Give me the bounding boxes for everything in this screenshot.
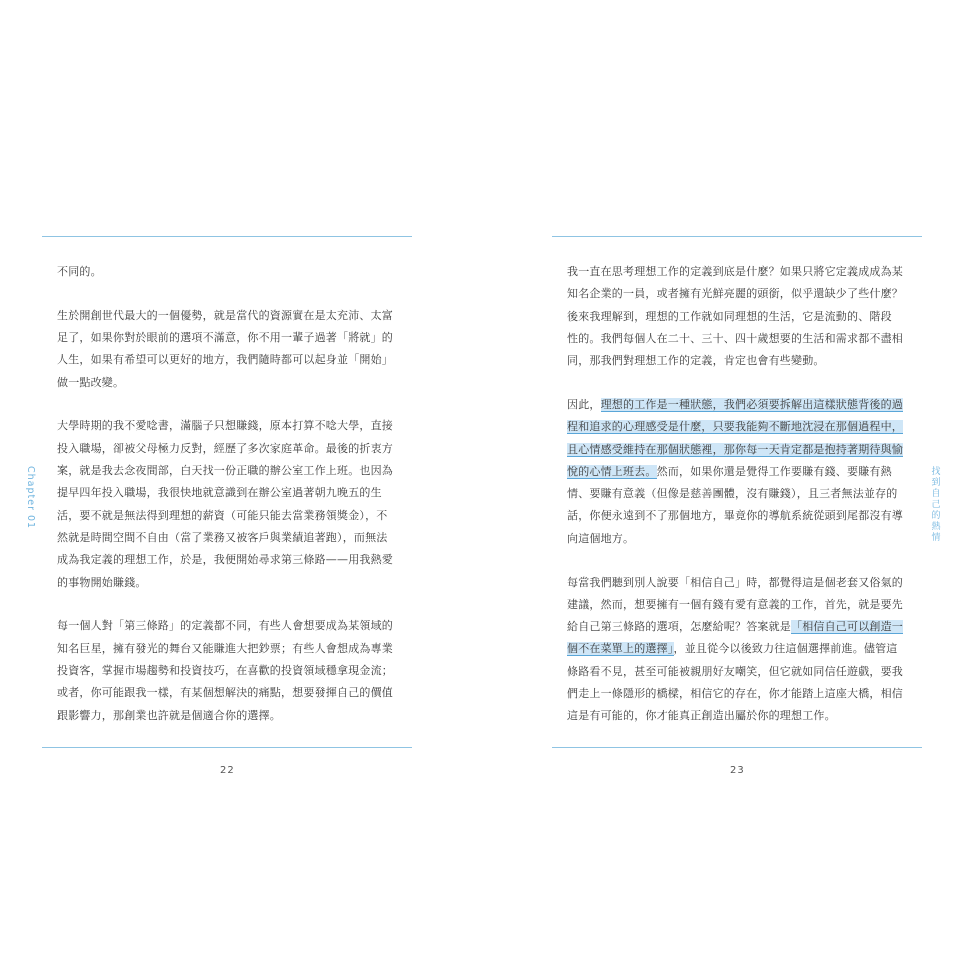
text-line: 話，你便永遠到不了那個地方，畢竟你的導航系統從頭到尾都沒有導	[567, 509, 903, 523]
text-line	[567, 461, 912, 483]
text-line: 跟影響力，那創業也許就是個適合你的選擇。	[57, 708, 281, 722]
paragraph	[567, 572, 912, 728]
text-line: 提早四年投入職場，我很快地就意識到在辦公室過著朝九晚五的生	[57, 486, 382, 500]
text-line: 案，就是我去念夜間部，白天找一份正職的辦公室工作上班。也因為	[57, 464, 393, 478]
text-line: 的事物開始賺錢。	[57, 575, 147, 589]
side-label-char: 己	[931, 500, 941, 510]
text-line: 建議，然而，想要擁有一個有錢有愛有意義的工作，首先，就是要先	[567, 597, 903, 611]
text-segment: 因此，	[567, 397, 601, 411]
text-line: 不同的。	[57, 265, 102, 278]
side-label-char: 到	[931, 478, 941, 488]
paragraph	[57, 415, 402, 593]
text-line: 性的。我們每個人在二十、三十、四十歲想要的生活和需求都不盡相	[567, 331, 903, 345]
page-number: 23	[730, 765, 745, 776]
text-line	[567, 616, 912, 638]
top-rule	[42, 236, 412, 237]
text-line: 們走上一條隱形的橋樑，相信它的存在，你才能踏上這座大橋，相信	[567, 687, 903, 701]
text-line: 投入職場，卻被父母極力反對，經歷了多次家庭革命。最後的折衷方	[57, 441, 393, 455]
page-number: 22	[220, 765, 235, 776]
text-line: 或者，你可能跟我一樣，有某個想解決的痛點，想要發揮自己的價值	[57, 686, 393, 700]
text-line: 成為我定義的理想工作，於是，我便開始尋求第三條路——用我熱愛	[57, 553, 393, 567]
side-label-char: 找	[931, 467, 941, 477]
top-rule	[552, 236, 922, 237]
side-label-char: 情	[931, 533, 941, 543]
text-segment: 給自己第三條路的選項，怎麼給呢？答案就是	[567, 620, 791, 634]
text-line: 足了，如果你對於眼前的選項不滿意，你不用一輩子過著「將就」的	[57, 331, 393, 345]
text-line: 每一個人對「第三條路」的定義都不同，有些人會想要成為某領域的	[57, 619, 393, 633]
highlighted-text: 且心情感受維持在那個狀態裡，那你每一天肯定都是抱持著期待與愉	[567, 442, 903, 456]
text-line: 知名企業的一員，或者擁有光鮮亮麗的頭銜，似乎還缺少了些什麼？	[567, 287, 903, 301]
left-body-text	[57, 261, 402, 748]
paragraph	[567, 394, 912, 550]
side-label-char: 熱	[931, 522, 941, 532]
text-line: 做一點改變。	[57, 375, 125, 389]
right-body-text	[567, 261, 912, 749]
text-line: 然就是時間空間不自由（當了業務又被客戶與業績追著跑），而無法	[57, 530, 388, 544]
text-line: 這是有可能的，你才能真正創造出屬於你的理想工作。	[567, 709, 836, 723]
text-line: 人生，如果有希望可以更好的地方，我們隨時都可以起身並「開始」	[57, 353, 393, 367]
paragraph	[57, 261, 402, 283]
text-line: 大學時期的我不愛唸書，滿腦子只想賺錢，原本打算不唸大學，直接	[57, 419, 393, 433]
paragraph	[567, 261, 912, 372]
text-line: 知名巨星，擁有發光的舞台又能賺進大把鈔票；有些人會想成為專業	[57, 641, 393, 655]
text-line: 同，那我們對理想工作的定義，肯定也會有些變動。	[567, 354, 825, 368]
side-label-char: 的	[931, 511, 941, 521]
highlighted-text: 程和追求的心理感受是什麼，只要我能夠不斷地沈浸在那個過程中，	[567, 420, 903, 434]
text-segment: ，並且從今以後致力往這個選擇前進。儘管這	[673, 642, 898, 656]
chapter-side-label: Chapter 01	[25, 466, 36, 530]
bottom-rule	[42, 747, 412, 748]
text-line	[567, 439, 912, 461]
text-line: 條路看不見，甚至可能被親朋好友嘲笑，但它就如同信任遊戲，要我	[567, 664, 903, 678]
text-line	[567, 638, 912, 660]
text-line: 生於開創世代最大的一個優勢，就是當代的資源實在是太充沛、太富	[57, 308, 393, 322]
highlighted-text: 悅的心情上班去。	[567, 464, 657, 478]
text-line: 活，要不就是無法得到理想的薪資（可能只能去當業務領獎金），不	[57, 508, 388, 522]
right-page	[482, 0, 964, 964]
text-line: 向這個地方。	[567, 531, 635, 545]
section-side-label	[929, 467, 943, 544]
text-line: 投資客，掌握市場趨勢和投資技巧，在喜歡的投資領域穩拿現金流；	[57, 663, 393, 677]
text-line	[567, 394, 912, 416]
text-line: 每當我們聽到別人說要「相信自己」時，都覺得這是個老套又俗氣的	[567, 575, 903, 589]
text-line	[567, 416, 912, 438]
text-segment: 然而，如果你還是覺得工作要賺有錢、要賺有熱	[656, 464, 892, 478]
highlighted-text: 理想的工作是一種狀態，我們必須要拆解出這樣狀態背後的過	[600, 397, 904, 411]
highlighted-text: 「相信自己可以創造一	[791, 620, 903, 634]
text-line: 後來我理解到，理想的工作就如同理想的生活，它是流動的、階段	[567, 309, 892, 323]
highlighted-text: 個不在菜單上的選擇」	[567, 642, 674, 656]
paragraph	[57, 305, 402, 394]
bottom-rule	[552, 747, 922, 748]
text-line: 我一直在思考理想工作的定義到底是什麼？如果只將它定義成成為某	[567, 265, 903, 278]
paragraph	[57, 615, 402, 726]
side-label-char: 自	[931, 489, 941, 499]
text-line: 情、要賺有意義（但像是慈善團體，沒有賺錢），且三者無法並存的	[567, 487, 898, 501]
